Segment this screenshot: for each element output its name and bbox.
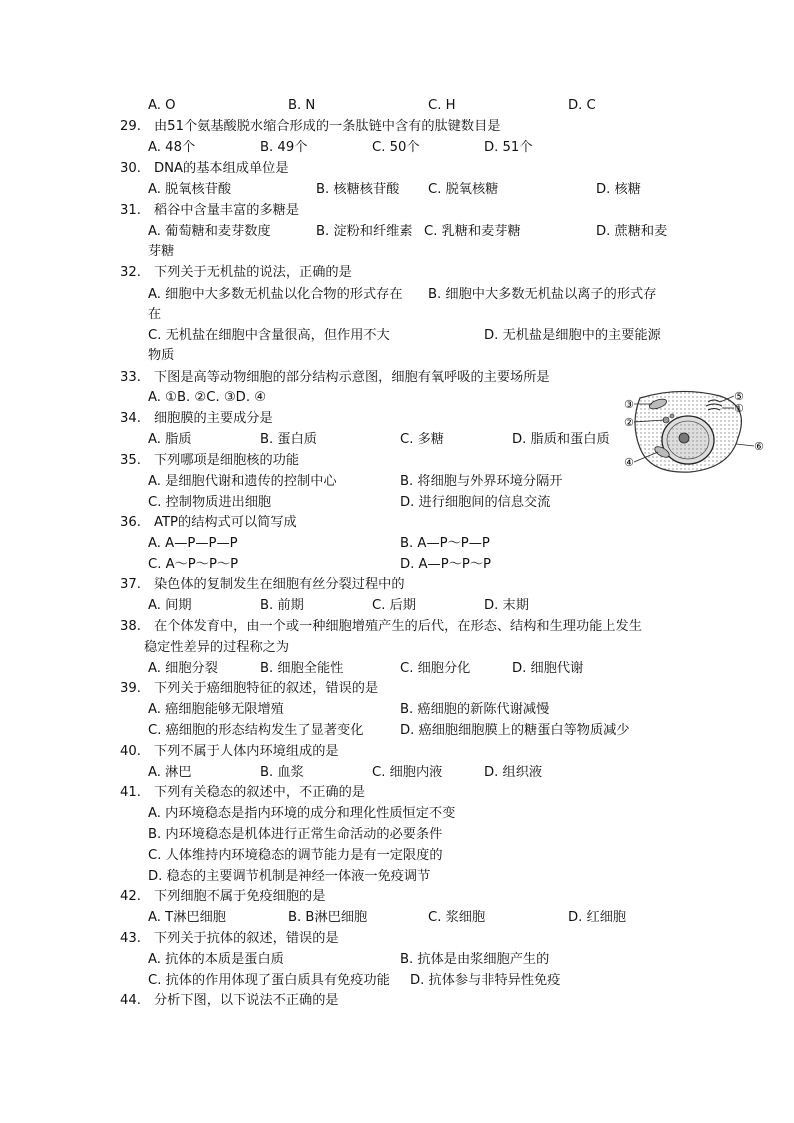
option-c: C. 细胞分化 [400,661,471,676]
option-c: C. 浆细胞 [428,910,486,925]
option-c: C. 50个 [372,140,420,155]
option-b: B. 癌细胞的新陈代谢减慢 [400,702,550,717]
diagram-label-6: ⑥ [754,440,764,453]
option-a: A. 脱氧核苷酸 [148,182,232,197]
question-stem: 染色体的复制发生在细胞有丝分裂过程中的 [154,577,405,592]
option-d: D. 稳态的主要调节机制是神经一体液一免疫调节 [148,869,431,884]
option-c: C. 乳糖和麦芽糖 [424,224,521,239]
option-b: B. 前期 [260,598,304,613]
question-stem: 下列哪项是细胞核的功能 [154,453,300,468]
option-d: D. 细胞代谢 [512,661,584,676]
question-number: 31. [120,203,141,218]
diagram-label-1: ① [734,402,744,415]
q28-option-b: B. N [288,98,316,113]
option-a: A. 癌细胞能够无限增殖 [148,702,284,717]
question-number: 35. [120,453,141,468]
diagram-label-3: ③ [624,398,634,411]
option-b: B. 细胞中大多数无机盐以离子的形式存 [428,287,657,302]
q28-option-d: D. C [568,98,596,113]
option-b: B. 将细胞与外界环境分隔开 [400,474,563,489]
option-d: D. A—P～P～P [400,557,491,572]
option-a: A. 脂质 [148,432,192,447]
option-a: A. T淋巴细胞 [148,910,226,925]
question-stem: 下列关于无机盐的说法，正确的是 [154,265,352,280]
option-d: D. 癌细胞细胞膜上的糖蛋白等物质减少 [400,723,630,738]
option-c: C. 癌细胞的形态结构发生了显著变化 [148,723,364,738]
options-inline: A. ①B. ②C. ③D. ④ [148,390,267,405]
option-d: D. 核糖 [596,182,641,197]
option-d: D. 抗体参与非特异性免疫 [410,973,561,988]
q28-option-a: A. O [148,98,176,113]
option-a: A. 细胞中大多数无机盐以化合物的形式存在 [148,287,403,302]
question-stem: 下列不属于人体内环境组成的是 [154,744,339,759]
option-b: B. B淋巴细胞 [288,910,368,925]
question-number: 39. [120,681,141,696]
question-number: 36. [120,515,141,530]
option-c: C. 人体维持内环境稳态的调节能力是有一定限度的 [148,848,443,863]
option-a: A. 间期 [148,598,192,613]
option-b: B. 血浆 [260,765,304,780]
option-c: C. 脱氧核糖 [428,182,499,197]
option-b: B. A—P～P—P [400,536,490,551]
option-d: D. 组织液 [484,765,543,780]
option-c: C. 无机盐在细胞中含量很高，但作用不大 [148,328,390,343]
question-number: 40. [120,744,141,759]
question-stem: 在个体发育中，由一个或一种细胞增殖产生的后代，在形态、结构和生理功能上发生 [154,619,642,634]
option-c: C. 多糖 [400,432,444,447]
option-d: D. 无机盐是细胞中的主要能源 [484,328,661,343]
option-d: D. 蔗糖和麦 [596,224,668,239]
option-c: C. A～P～P～P [148,557,239,572]
option-b: B. 细胞全能性 [260,661,344,676]
option-c: C. 抗体的作用体现了蛋白质具有免疫功能 [148,973,390,988]
question-number: 33. [120,370,141,385]
question-number: 44. [120,993,141,1008]
diagram-label-2: ② [624,416,634,429]
option-a: A. 是细胞代谢和遗传的控制中心 [148,474,337,489]
option-c: C. 控制物质进出细胞 [148,495,272,510]
option-b: B. 内环境稳态是机体进行正常生命活动的必要条件 [148,827,443,842]
option-a: A. 细胞分裂 [148,661,218,676]
option-d: D. 红细胞 [568,910,627,925]
option-a: A. 48个 [148,140,196,155]
question-stem: 分析下图，以下说法不正确的是 [154,993,339,1008]
option-a: A. 抗体的本质是蛋白质 [148,952,284,967]
question-stem: 下列关于癌细胞特征的叙述，错误的是 [154,681,379,696]
question-number: 43. [120,931,141,946]
option-b: B. 49个 [260,140,308,155]
animal-cell-diagram-icon [620,388,770,476]
option-c: C. 细胞内液 [372,765,443,780]
option-d-continued: 芽糖 [148,244,175,259]
question-stem: 下列关于抗体的叙述，错误的是 [154,931,339,946]
q28-option-c: C. H [428,98,456,113]
question-stem: 下图是高等动物细胞的部分结构示意图，细胞有氧呼吸的主要场所是 [154,370,550,385]
question-number: 41. [120,785,141,800]
question-number: 29. [120,119,141,134]
question-stem: DNA的基本组成单位是 [154,161,289,176]
option-a: A. 淋巴 [148,765,192,780]
question-number: 30. [120,161,141,176]
question-number: 32. [120,265,141,280]
option-a: A. A—P—P—P [148,536,238,551]
question-number: 37. [120,577,141,592]
question-number: 38. [120,619,141,634]
option-d-continued: 物质 [148,348,175,363]
question-stem: 下列细胞不属于免疫细胞的是 [154,889,326,904]
option-a: A. 内环境稳态是指内环境的成分和理化性质恒定不变 [148,806,456,821]
question-stem: ATP的结构式可以简写成 [154,515,297,530]
diagram-label-5: ⑤ [734,390,744,403]
question-stem: 稻谷中含量丰富的多糖是 [154,203,300,218]
question-number: 42. [120,889,141,904]
option-b: B. 核糖核苷酸 [316,182,400,197]
question-stem: 由51个氨基酸脱水缩合形成的一条肽链中含有的肽键数目是 [154,119,501,134]
option-b: B. 抗体是由浆细胞产生的 [400,952,550,967]
option-d: D. 51个 [484,140,533,155]
question-stem: 细胞膜的主要成分是 [154,411,273,426]
option-d: D. 进行细胞间的信息交流 [400,495,551,510]
question-stem-continued: 稳定性差异的过程称之为 [144,640,290,655]
option-d: D. 末期 [484,598,529,613]
diagram-label-4: ④ [624,456,634,469]
option-d: D. 脂质和蛋白质 [512,432,610,447]
option-a: A. 葡萄糖和麦芽数度 [148,224,271,239]
option-b-continued: 在 [148,307,162,322]
option-b: B. 蛋白质 [260,432,317,447]
question-number: 34. [120,411,141,426]
option-b: B. 淀粉和纤维素 [316,224,413,239]
question-stem: 下列有关稳态的叙述中，不正确的是 [154,785,365,800]
option-c: C. 后期 [372,598,416,613]
